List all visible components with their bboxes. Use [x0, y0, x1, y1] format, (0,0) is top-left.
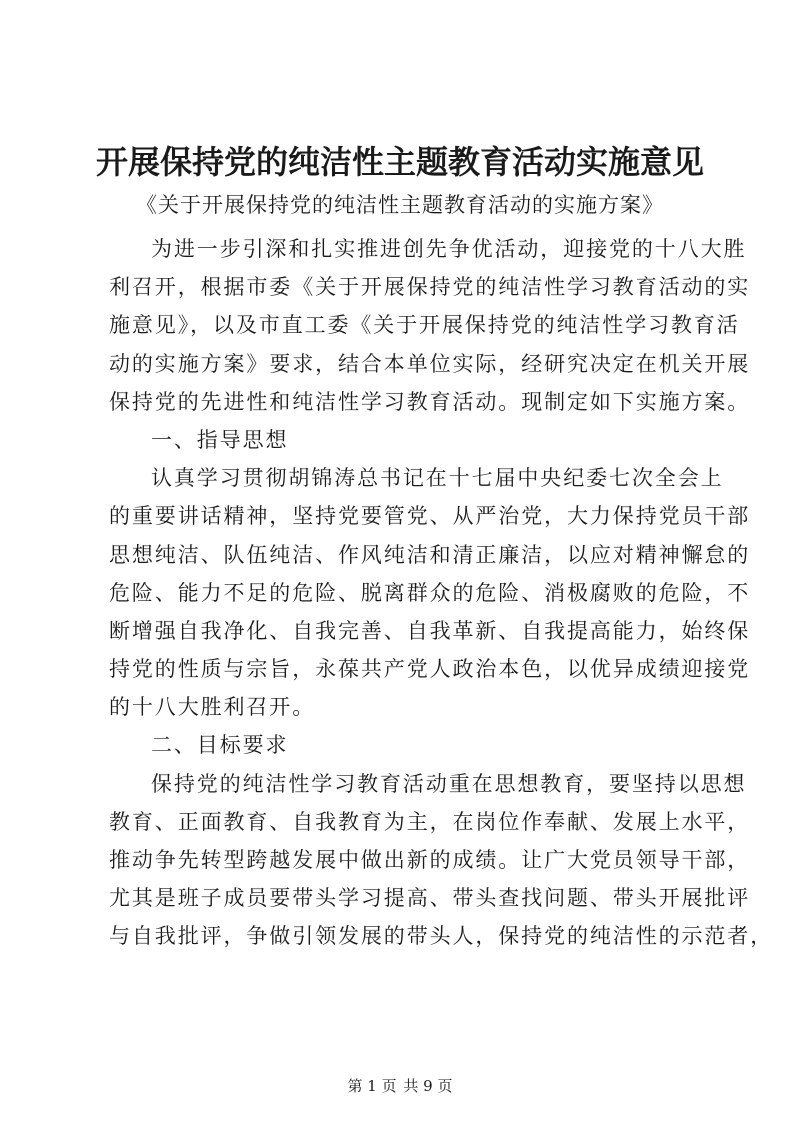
- paragraph-line: 的十八大胜利召开。: [109, 695, 316, 720]
- paragraph-line: 施意见》，以及市直工委《关于开展保持党的纯洁性学习教育活: [109, 313, 740, 338]
- paragraph-line: 尤其是班子成员要带头学习提高、带头查找问题、带头开展批评: [109, 886, 751, 911]
- paragraph-line: 利召开，根据市委《关于开展保持党的纯洁性学习教育活动的实: [109, 275, 751, 300]
- paragraph-line: 的重要讲话精神，坚持党要管党、从严治党，大力保持党员干部: [109, 504, 751, 529]
- paragraph-line: 推动争先转型跨越发展中做出新的成绩。让广大党员领导干部，: [109, 848, 751, 872]
- page-number: 第 1 页: [347, 1077, 397, 1095]
- paragraph-line: 保持党的纯洁性学习教育活动重在思想教育，要坚持以思想: [151, 771, 747, 796]
- paragraph-line: 思想纯洁、队伍纯洁、作风纯洁和清正廉洁，以应对精神懈怠的: [109, 542, 751, 567]
- paragraph-line: 为进一步引深和扎实推进创先争优活动，迎接党的十八大胜: [151, 237, 747, 261]
- section-heading: 一、指导思想: [151, 427, 289, 452]
- paragraph-line: 与自我批评，争做引领发展的带头人，保持党的纯洁性的示范者，: [109, 924, 774, 949]
- paragraph-line: 持党的性质与宗旨，永葆共产党人政治本色，以优异成绩迎接党: [109, 657, 751, 682]
- paragraph-line: 认真学习贯彻胡锦涛总书记在十七届中央纪委七次全会上: [151, 466, 724, 491]
- paragraph-line: 动的实施方案》要求，结合本单位实际，经研究决定在机关开展: [109, 351, 751, 376]
- page-total: 共 9 页: [403, 1077, 453, 1095]
- paragraph-line: 教育、正面教育、自我教育为主，在岗位作奉献、发展上水平，: [109, 809, 751, 834]
- document-subtitle: 《关于开展保持党的纯洁性主题教育活动的实施方案》: [136, 193, 664, 217]
- paragraph-line: 断增强自我净化、自我完善、自我革新、自我提高能力，始终保: [109, 618, 751, 643]
- document-body: [109, 230, 774, 956]
- paragraph-line: 保持党的先进性和纯洁性学习教育活动。现制定如下实施方案。: [109, 389, 751, 414]
- document-title: 开展保持党的纯洁性主题教育活动实施意见: [95, 143, 704, 181]
- section-heading: 二、目标要求: [151, 733, 289, 758]
- paragraph-line: 危险、能力不足的危险、脱离群众的危险、消极腐败的危险，不: [109, 580, 751, 605]
- page-footer: [0, 1076, 800, 1096]
